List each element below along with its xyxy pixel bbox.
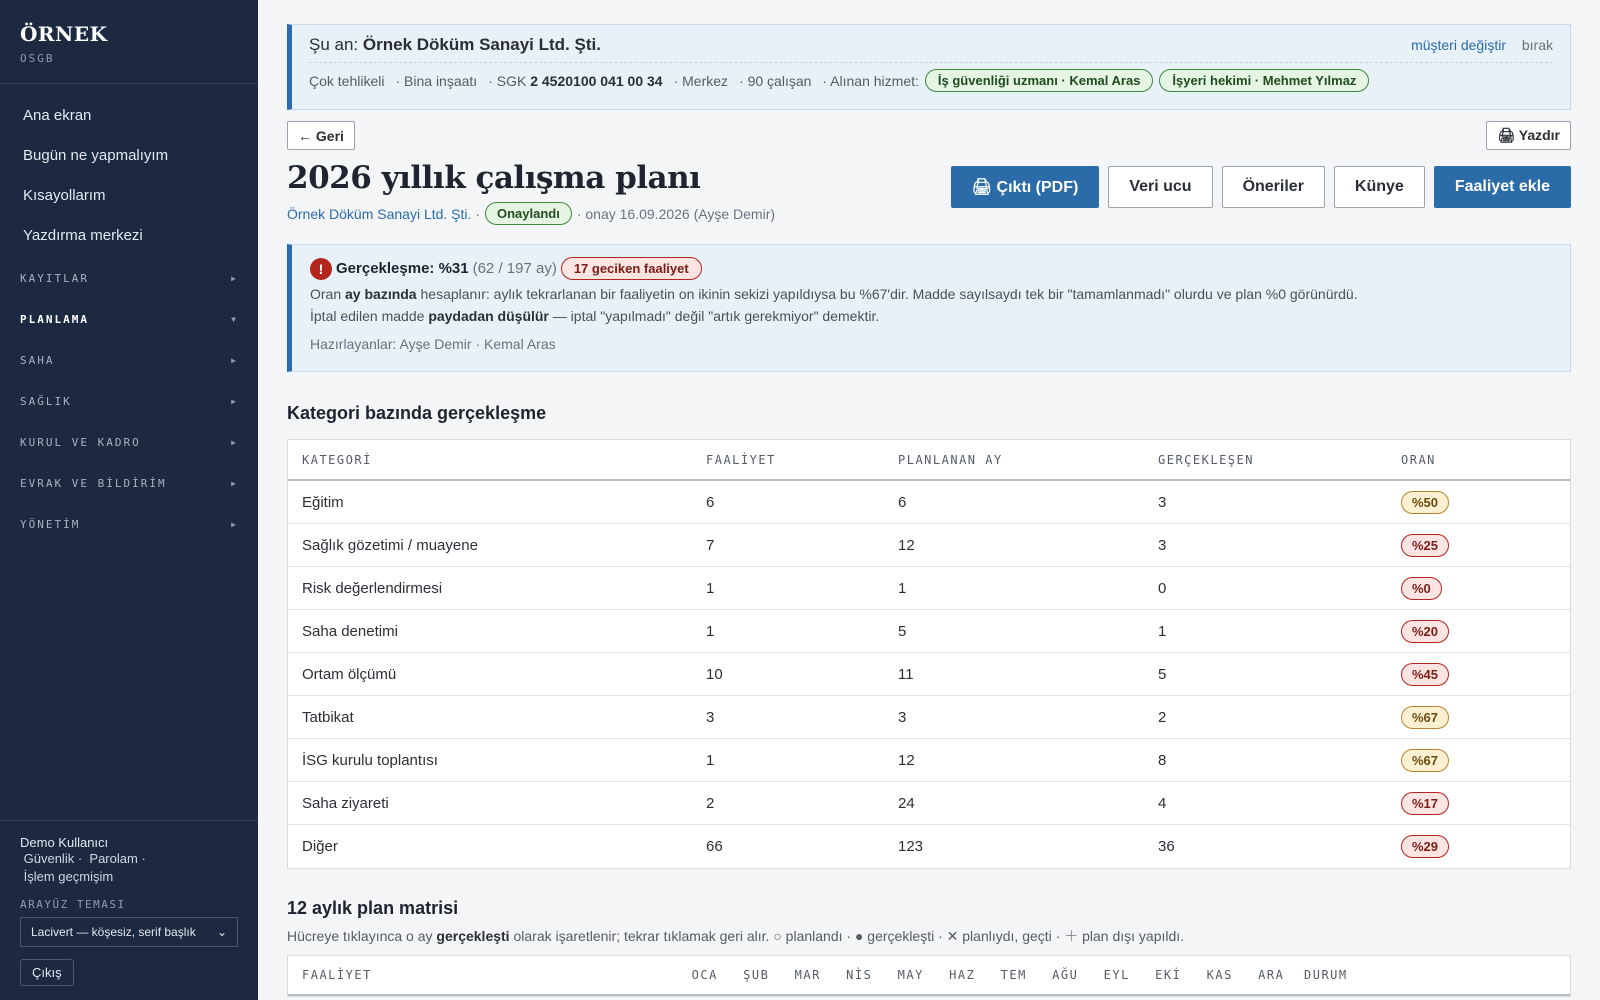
month-header: ŞUB	[743, 968, 770, 982]
main-content	[258, 0, 1600, 1000]
pdf-export-button[interactable]: 🖨 Çıktı (PDF)	[951, 166, 1100, 208]
sidebar-item-print-center[interactable]: Yazdırma merkezi	[23, 227, 143, 244]
planned-months-cell: 3	[898, 708, 907, 726]
activity-count-cell: 6	[706, 493, 715, 511]
back-button[interactable]: ← Geri	[287, 121, 355, 150]
text: Hücreye tıklayınca o ay	[287, 928, 437, 944]
service-badge: İşyeri hekimi · Mehmet Yılmaz	[1159, 69, 1369, 92]
realized-cell: 3	[1158, 493, 1167, 511]
sidebar	[0, 0, 258, 1000]
realization-rate: Gerçekleşme: %31	[336, 260, 469, 277]
client-meta	[309, 69, 1553, 92]
separator: ·	[141, 851, 146, 866]
sidebar-item-home[interactable]: Ana ekran	[23, 107, 92, 124]
planned-months-cell: 123	[898, 838, 924, 855]
emphasis: ay bazında	[345, 286, 417, 302]
planned-months-cell: 12	[898, 536, 915, 554]
active-client-bar	[287, 24, 1571, 110]
month-header: MAY	[897, 968, 924, 982]
category-table	[287, 439, 1571, 869]
text: hesaplanır: aylık tekrarlanan bir faaliyetin on ikinin sekizi yapıldıysa bu %67'dir. Madde sayılsaydı tek bir "tamamlanmadı" olurdu ve plan %0 görünürdü.	[416, 286, 1358, 302]
rate-badge: %29	[1401, 835, 1449, 858]
category-cell: Ortam ölçümü	[302, 665, 397, 683]
category-cell: Risk değerlendirmesi	[302, 579, 443, 597]
sidebar-section-planning[interactable]	[0, 299, 258, 340]
realized-cell: 5	[1158, 665, 1167, 683]
planned-months-cell: 24	[898, 794, 915, 812]
active-client	[309, 35, 601, 55]
sgk-number	[488, 73, 662, 89]
alert-icon: !	[310, 258, 332, 280]
column-header: ORAN	[1401, 452, 1436, 467]
alert-explanation-2	[310, 309, 1552, 324]
text: — iptal "yapılmadı" değil "artık gerekmiyor" demektir.	[548, 308, 880, 324]
service-label: · Alınan hizmet:	[822, 72, 919, 89]
chevron-down-icon: ⌄	[216, 925, 227, 939]
emphasis: paydadan düşülür	[428, 308, 549, 324]
month-header: AĞU	[1052, 968, 1079, 982]
table-row[interactable]	[288, 825, 1570, 868]
employee-count: · 90 çalışan	[739, 72, 812, 89]
page-title: 2026 yıllık çalışma planı	[287, 160, 701, 196]
category-cell: Sağlık gözetimi / muayene	[302, 536, 478, 554]
planned-months-cell: 12	[898, 751, 915, 769]
rate-cell	[1401, 577, 1570, 600]
text: Oran	[310, 286, 346, 302]
password-link[interactable]: Parolam	[89, 851, 138, 866]
table-row[interactable]	[288, 610, 1570, 653]
chevron-right-icon: ▶	[231, 479, 238, 488]
sidebar-section-documents[interactable]	[0, 463, 258, 504]
sidebar-user-panel	[0, 820, 258, 1000]
activity-count-cell: 2	[706, 794, 715, 812]
rate-cell	[1401, 792, 1570, 815]
category-cell: Eğitim	[302, 493, 344, 511]
rate-cell	[1401, 706, 1570, 729]
rate-badge: %17	[1401, 792, 1449, 815]
month-header: EYL	[1103, 968, 1130, 982]
table-row[interactable]	[288, 782, 1570, 825]
planned-months-cell: 6	[898, 493, 907, 511]
month-header: ARA	[1258, 968, 1285, 982]
section-label: SAĞLIK	[20, 395, 72, 408]
brand-subtitle: OSGB	[20, 52, 55, 65]
rate-badge: %25	[1401, 534, 1449, 557]
table-row[interactable]	[288, 653, 1570, 696]
chevron-right-icon: ▶	[231, 438, 238, 447]
rate-badge: %67	[1401, 749, 1449, 772]
sidebar-section-records[interactable]	[0, 258, 258, 299]
table-row[interactable]	[288, 696, 1570, 739]
rate-badge: %50	[1401, 491, 1449, 514]
month-header: NİS	[846, 968, 873, 982]
active-client-prefix: Şu an:	[309, 35, 359, 54]
plan-subline	[287, 202, 775, 225]
realized-cell: 1	[1158, 622, 1167, 640]
section-label: YÖNETİM	[20, 518, 81, 531]
service-badge: İş güvenliği uzmanı · Kemal Aras	[925, 69, 1154, 92]
activity-count-cell: 10	[706, 665, 723, 683]
sidebar-section-committee[interactable]	[0, 422, 258, 463]
section-label: KAYITLAR	[20, 272, 89, 285]
sidebar-section-admin[interactable]	[0, 504, 258, 545]
chevron-right-icon: ▶	[231, 520, 238, 529]
category-section-title: Kategori bazında gerçekleşme	[287, 403, 547, 423]
rate-cell	[1401, 491, 1570, 514]
table-row[interactable]	[288, 567, 1570, 610]
add-activity-button[interactable]: Faaliyet ekle	[1434, 166, 1571, 208]
separator: ·	[475, 205, 480, 222]
prepared-by: Hazırlayanlar: Ayşe Demir · Kemal Aras	[310, 336, 556, 352]
brand-name[interactable]: ÖRNEK	[20, 22, 108, 46]
category-cell: İSG kurulu toplantısı	[302, 751, 438, 769]
api-endpoint-button[interactable]: Veri ucu	[1108, 166, 1212, 208]
realized-cell: 8	[1158, 751, 1167, 769]
month-header: OCA	[691, 968, 718, 982]
category-cell: Saha denetimi	[302, 622, 398, 640]
activity-count-cell: 3	[706, 708, 715, 726]
section-label: SAHA	[20, 354, 55, 367]
column-header: FAALİYET	[706, 452, 776, 467]
rate-badge: %20	[1401, 620, 1449, 643]
activity-count-cell: 7	[706, 536, 715, 554]
realized-cell: 36	[1158, 838, 1175, 855]
sidebar-section-health[interactable]	[0, 381, 258, 422]
month-header: KAS	[1206, 968, 1233, 982]
plan-matrix-table	[287, 955, 1571, 997]
sidebar-section-field[interactable]	[0, 340, 258, 381]
table-body	[288, 481, 1570, 868]
realized-cell: 2	[1158, 708, 1167, 726]
rate-badge: %0	[1401, 577, 1442, 600]
matrix-section-title: 12 aylık plan matrisi	[287, 898, 459, 918]
activity-count-cell: 1	[706, 579, 715, 597]
column-header: FAALİYET	[302, 968, 372, 982]
planned-months-cell: 5	[898, 622, 907, 640]
matrix-description	[287, 926, 1571, 946]
month-header: HAZ	[949, 968, 976, 982]
realized-cell: 3	[1158, 536, 1167, 554]
late-activities-badge[interactable]: 17 geciken faaliyet	[561, 257, 702, 280]
activity-count-cell: 66	[706, 838, 723, 855]
text: İptal edilen madde	[310, 308, 429, 324]
sgk-value: 2 4520100 041 00 34	[530, 72, 663, 89]
alert-explanation-1	[310, 287, 1552, 302]
theme-select-value: Lacivert — köşesiz, serif başlık	[31, 925, 196, 939]
text: olarak işaretlenir; tekrar tıklamak geri alır. ○ planlandı · ● gerçekleşti · ✕ planlıydı, geçti · ＋ plan dışı yapıldı.	[509, 928, 1185, 944]
change-client-link[interactable]: müşteri değiştir	[1411, 37, 1506, 53]
activity-count-cell: 1	[706, 751, 715, 769]
approval-info: · onay 16.09.2026 (Ayşe Demir)	[576, 205, 776, 222]
rate-cell	[1401, 620, 1570, 643]
month-header: MAR	[794, 968, 821, 982]
company-link[interactable]: Örnek Döküm Sanayi Ltd. Şti.	[287, 205, 472, 222]
realized-cell: 4	[1158, 794, 1167, 812]
realization-alert	[287, 244, 1571, 372]
rate-badge: %45	[1401, 663, 1449, 686]
sector: · Bina inşaatı	[395, 72, 478, 89]
month-header: EKİ	[1155, 968, 1182, 982]
user-name: Demo Kullanıcı	[20, 835, 109, 850]
theme-select[interactable]	[20, 917, 238, 947]
suggestions-button[interactable]: Öneriler	[1222, 166, 1325, 208]
print-button[interactable]: 🖨 Yazdır	[1486, 121, 1571, 150]
sidebar-item-shortcuts[interactable]: Kısayollarım	[23, 187, 106, 204]
hazard-class: Çok tehlikeli	[309, 72, 385, 89]
active-client-name: Örnek Döküm Sanayi Ltd. Şti.	[362, 35, 601, 54]
logout-button[interactable]: Çıkış	[20, 959, 74, 986]
separator: ·	[77, 851, 83, 866]
table-header	[288, 440, 1570, 481]
sgk-label: · SGK	[488, 72, 527, 89]
leave-client-link[interactable]: bırak	[1521, 37, 1553, 53]
rate-cell	[1401, 534, 1570, 557]
status-header: DURUM	[1304, 968, 1348, 982]
chevron-right-icon: ▶	[231, 274, 238, 283]
chevron-right-icon: ▶	[231, 397, 238, 406]
history-link[interactable]: İşlem geçmişim	[23, 869, 114, 884]
category-cell: Tatbikat	[302, 708, 354, 726]
security-link[interactable]: Güvenlik	[23, 851, 75, 866]
table-header	[288, 956, 1570, 996]
user-links	[20, 850, 238, 886]
category-cell: Saha ziyareti	[302, 794, 389, 812]
section-label: EVRAK VE BİLDİRİM	[20, 477, 167, 490]
table-row[interactable]	[288, 481, 1570, 524]
emphasis: gerçekleşti	[436, 928, 510, 944]
location: · Merkez	[673, 72, 729, 89]
section-label: KURUL VE KADRO	[20, 436, 141, 449]
activity-count-cell: 1	[706, 622, 715, 640]
sidebar-nav	[0, 84, 258, 545]
section-label: PLANLAMA	[20, 313, 89, 326]
realization-ratio: (62 / 197 ay)	[472, 260, 557, 277]
table-row[interactable]	[288, 524, 1570, 567]
month-header: TEM	[1000, 968, 1027, 982]
realized-cell: 0	[1158, 579, 1167, 597]
column-header: PLANLANAN AY	[898, 452, 1003, 467]
theme-label: ARAYÜZ TEMASI	[20, 898, 126, 911]
rate-badge: %67	[1401, 706, 1449, 729]
rate-cell	[1401, 749, 1570, 772]
rate-cell	[1401, 663, 1570, 686]
sidebar-item-today[interactable]: Bugün ne yapmalıyım	[23, 147, 169, 164]
column-header: GERÇEKLEŞEN	[1158, 452, 1254, 467]
category-cell: Diğer	[302, 838, 338, 855]
column-header: KATEGORİ	[302, 452, 372, 467]
chevron-down-icon: ▼	[231, 315, 238, 324]
table-row[interactable]	[288, 739, 1570, 782]
imprint-button[interactable]: Künye	[1334, 166, 1425, 208]
planned-months-cell: 11	[898, 665, 914, 683]
brand	[0, 0, 258, 84]
planned-months-cell: 1	[898, 579, 907, 597]
rate-cell	[1401, 835, 1570, 858]
chevron-right-icon: ▶	[231, 356, 238, 365]
status-badge: Onaylandı	[485, 202, 572, 225]
